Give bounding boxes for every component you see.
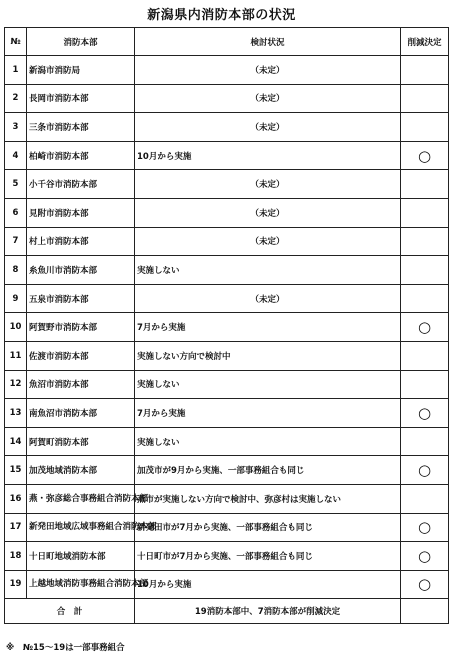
row-no: 6: [5, 198, 27, 227]
table-row: [5, 370, 449, 399]
table-row: [5, 256, 449, 285]
row-status: （未定）: [135, 56, 401, 85]
row-no: 9: [5, 284, 27, 313]
header-fire-department: 消防本部: [27, 28, 135, 56]
table-row: [5, 284, 449, 313]
row-no: 3: [5, 113, 27, 142]
row-no: 13: [5, 399, 27, 428]
row-no: 4: [5, 141, 27, 170]
row-status: （未定）: [135, 198, 401, 227]
table-row: [5, 198, 449, 227]
total-label: 合 計: [5, 599, 135, 624]
decision-circle: ○: [417, 403, 432, 422]
row-status: 7月から実施: [135, 313, 401, 342]
table-row: [5, 141, 449, 170]
row-fire-department: 五泉市消防本部: [27, 284, 135, 313]
row-status: 新発田市が7月から実施、一部事務組合も同じ: [135, 513, 401, 542]
decision-circle: ○: [417, 546, 432, 565]
row-decision-mark: [401, 256, 449, 285]
row-no: 15: [5, 456, 27, 485]
row-fire-department: 小千谷市消防本部: [27, 170, 135, 199]
row-status: （未定）: [135, 84, 401, 113]
row-decision-mark: [401, 56, 449, 85]
decision-circle: ○: [417, 518, 432, 537]
header-no: №: [5, 28, 27, 56]
row-decision-mark: [401, 113, 449, 142]
row-status: 十日町市が7月から実施、一部事務組合も同じ: [135, 542, 401, 571]
table-row: [5, 542, 449, 571]
row-no: 1: [5, 56, 27, 85]
total-row: [5, 599, 449, 624]
table-row: [5, 513, 449, 542]
decision-circle: ○: [417, 461, 432, 480]
row-no: 11: [5, 341, 27, 370]
row-fire-department: 阿賀野市消防本部: [27, 313, 135, 342]
row-status: 燕市が実施しない方向で検討中、弥彦村は実施しない: [135, 484, 401, 513]
row-no: 16: [5, 484, 27, 513]
footnote: ※ №15～19は一部事務組合: [6, 643, 125, 653]
row-decision-mark: [401, 284, 449, 313]
fire-department-status-table: [4, 27, 449, 624]
row-no: 7: [5, 227, 27, 256]
row-fire-department: 新潟市消防局: [27, 56, 135, 85]
decision-circle: ○: [417, 146, 432, 165]
table-row: [5, 456, 449, 485]
total-decision-cell: [401, 599, 449, 624]
row-fire-department: 糸魚川市消防本部: [27, 256, 135, 285]
row-decision-mark: [401, 341, 449, 370]
decision-circle: ○: [417, 575, 432, 594]
row-status: 実施しない方向で検討中: [135, 341, 401, 370]
table-row: [5, 84, 449, 113]
row-fire-department: 上越地域消防事務組合消防本部: [27, 570, 135, 599]
row-fire-department: 加茂地域消防本部: [27, 456, 135, 485]
row-status: （未定）: [135, 227, 401, 256]
total-summary: 19消防本部中、7消防本部が削減決定: [135, 599, 401, 624]
table-row: [5, 113, 449, 142]
row-fire-department: 魚沼市消防本部: [27, 370, 135, 399]
row-status: 加茂市が9月から実施、一部事務組合も同じ: [135, 456, 401, 485]
row-decision-mark: [401, 399, 449, 428]
row-fire-department: 柏崎市消防本部: [27, 141, 135, 170]
row-decision-mark: [401, 198, 449, 227]
table-row: [5, 484, 449, 513]
table-row: [5, 399, 449, 428]
row-fire-department: 三条市消防本部: [27, 113, 135, 142]
row-fire-department: 長岡市消防本部: [27, 84, 135, 113]
row-status: 10月から実施: [135, 570, 401, 599]
row-decision-mark: [401, 313, 449, 342]
row-decision-mark: [401, 570, 449, 599]
row-status: （未定）: [135, 284, 401, 313]
row-decision-mark: [401, 170, 449, 199]
row-fire-department: 見附市消防本部: [27, 198, 135, 227]
row-status: 7月から実施: [135, 399, 401, 428]
row-decision-mark: [401, 227, 449, 256]
row-fire-department: 佐渡市消防本部: [27, 341, 135, 370]
row-no: 17: [5, 513, 27, 542]
row-fire-department: 十日町地域消防本部: [27, 542, 135, 571]
row-decision-mark: [401, 456, 449, 485]
table-row: [5, 341, 449, 370]
row-decision-mark: [401, 484, 449, 513]
row-no: 5: [5, 170, 27, 199]
row-fire-department: 村上市消防本部: [27, 227, 135, 256]
row-status: 実施しない: [135, 370, 401, 399]
row-fire-department: 燕・弥彦総合事務組合消防本部: [27, 484, 135, 513]
row-no: 2: [5, 84, 27, 113]
decision-circle: ○: [417, 318, 432, 337]
row-no: 18: [5, 542, 27, 571]
row-no: 19: [5, 570, 27, 599]
table-row: [5, 227, 449, 256]
row-status: 実施しない: [135, 427, 401, 456]
table-row: [5, 56, 449, 85]
row-no: 10: [5, 313, 27, 342]
row-no: 14: [5, 427, 27, 456]
table-row: [5, 170, 449, 199]
row-status: （未定）: [135, 170, 401, 199]
row-fire-department: 南魚沼市消防本部: [27, 399, 135, 428]
page-title: 新潟県内消防本部の状況: [147, 8, 296, 23]
row-fire-department: 阿賀町消防本部: [27, 427, 135, 456]
row-decision-mark: [401, 84, 449, 113]
row-decision-mark: [401, 141, 449, 170]
table-row: [5, 313, 449, 342]
table-header-row: [5, 28, 449, 56]
row-no: 12: [5, 370, 27, 399]
row-status: （未定）: [135, 113, 401, 142]
header-decision: 削減決定: [401, 28, 449, 56]
row-status: 実施しない: [135, 256, 401, 285]
row-no: 8: [5, 256, 27, 285]
table-row: [5, 427, 449, 456]
header-status: 検討状況: [135, 28, 401, 56]
row-decision-mark: [401, 513, 449, 542]
row-decision-mark: [401, 427, 449, 456]
row-decision-mark: [401, 542, 449, 571]
table-row: [5, 570, 449, 599]
row-status: 10月から実施: [135, 141, 401, 170]
row-decision-mark: [401, 370, 449, 399]
row-fire-department: 新発田地域広域事務組合消防本部: [27, 513, 135, 542]
